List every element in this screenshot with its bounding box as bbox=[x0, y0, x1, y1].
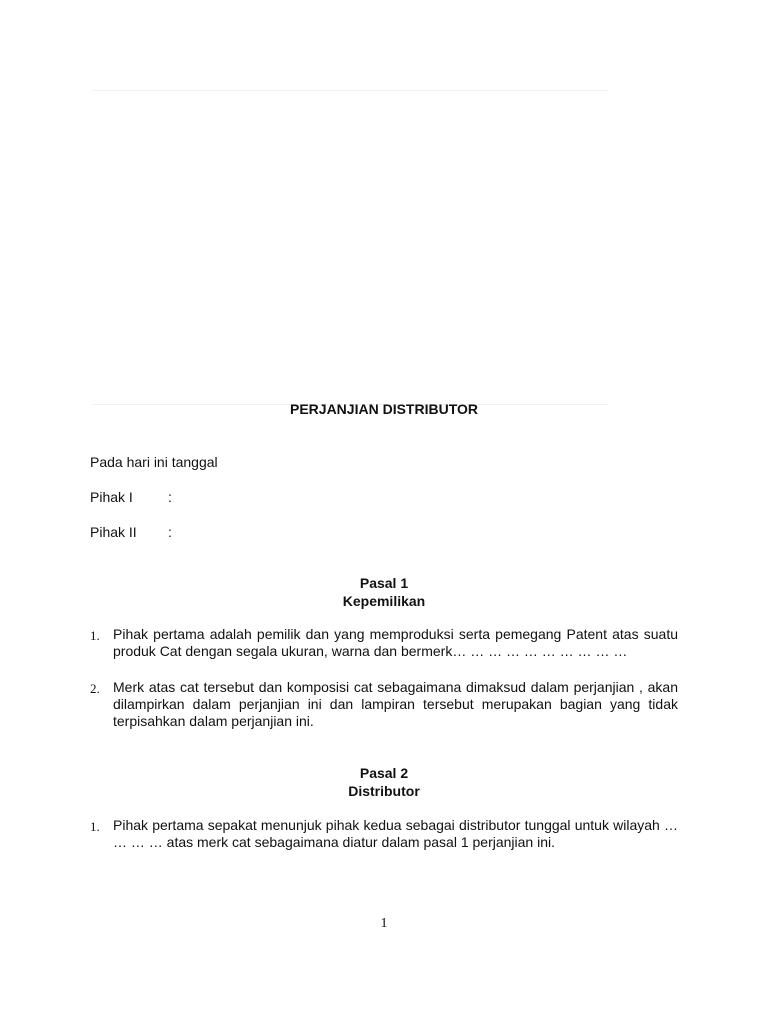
pasal-2-item-1-text: Pihak pertama sepakat menunjuk pihak kedua sebagai distributor tunggal untuk wilayah … … … … atas merk cat sebagaimana diatur dalam pasal 1 perjanjian ini. bbox=[113, 817, 678, 850]
party-1-separator: : bbox=[168, 489, 172, 505]
party-2-separator: : bbox=[168, 524, 172, 540]
party-2-line bbox=[90, 524, 172, 540]
document-title: PERJANJIAN DISTRIBUTOR bbox=[290, 401, 478, 417]
pasal-1-heading: Kepemilikan bbox=[342, 593, 426, 609]
pasal-1-item-1 bbox=[90, 626, 678, 660]
pasal-2-heading: Distributor bbox=[348, 783, 420, 799]
page-number: 1 bbox=[380, 916, 388, 931]
pasal-1-number: Pasal 1 bbox=[359, 575, 409, 591]
pasal-1-item-1-number: 1. bbox=[90, 628, 100, 643]
party-1-line bbox=[90, 489, 172, 505]
party-1-label: Pihak I bbox=[90, 489, 133, 505]
pasal-2-item-1 bbox=[90, 817, 678, 851]
pasal-1-item-2 bbox=[90, 679, 678, 730]
opening-line: Pada hari ini tanggal bbox=[90, 454, 218, 470]
header-rule bbox=[92, 90, 608, 91]
pasal-1-item-1-text: Pihak pertama adalah pemilik dan yang memproduksi serta pemegang Patent atas suatu produk Cat dengan segala ukuran, warna dan bermerk… … … … … … … … … … bbox=[113, 626, 678, 659]
party-2-label: Pihak II bbox=[90, 524, 137, 540]
pasal-2-item-1-number: 1. bbox=[90, 819, 100, 834]
pasal-2-number: Pasal 2 bbox=[359, 765, 409, 781]
pasal-1-item-2-number: 2. bbox=[90, 681, 100, 696]
pasal-1-item-2-text: Merk atas cat tersebut dan komposisi cat sebagaimana dimaksud dalam perjanjian , akan dilampirkan dalam perjanjian ini dan lampiran tersebut merupakan bagian yang tidak terpisahkan dalam perjanjian ini. bbox=[113, 679, 678, 729]
